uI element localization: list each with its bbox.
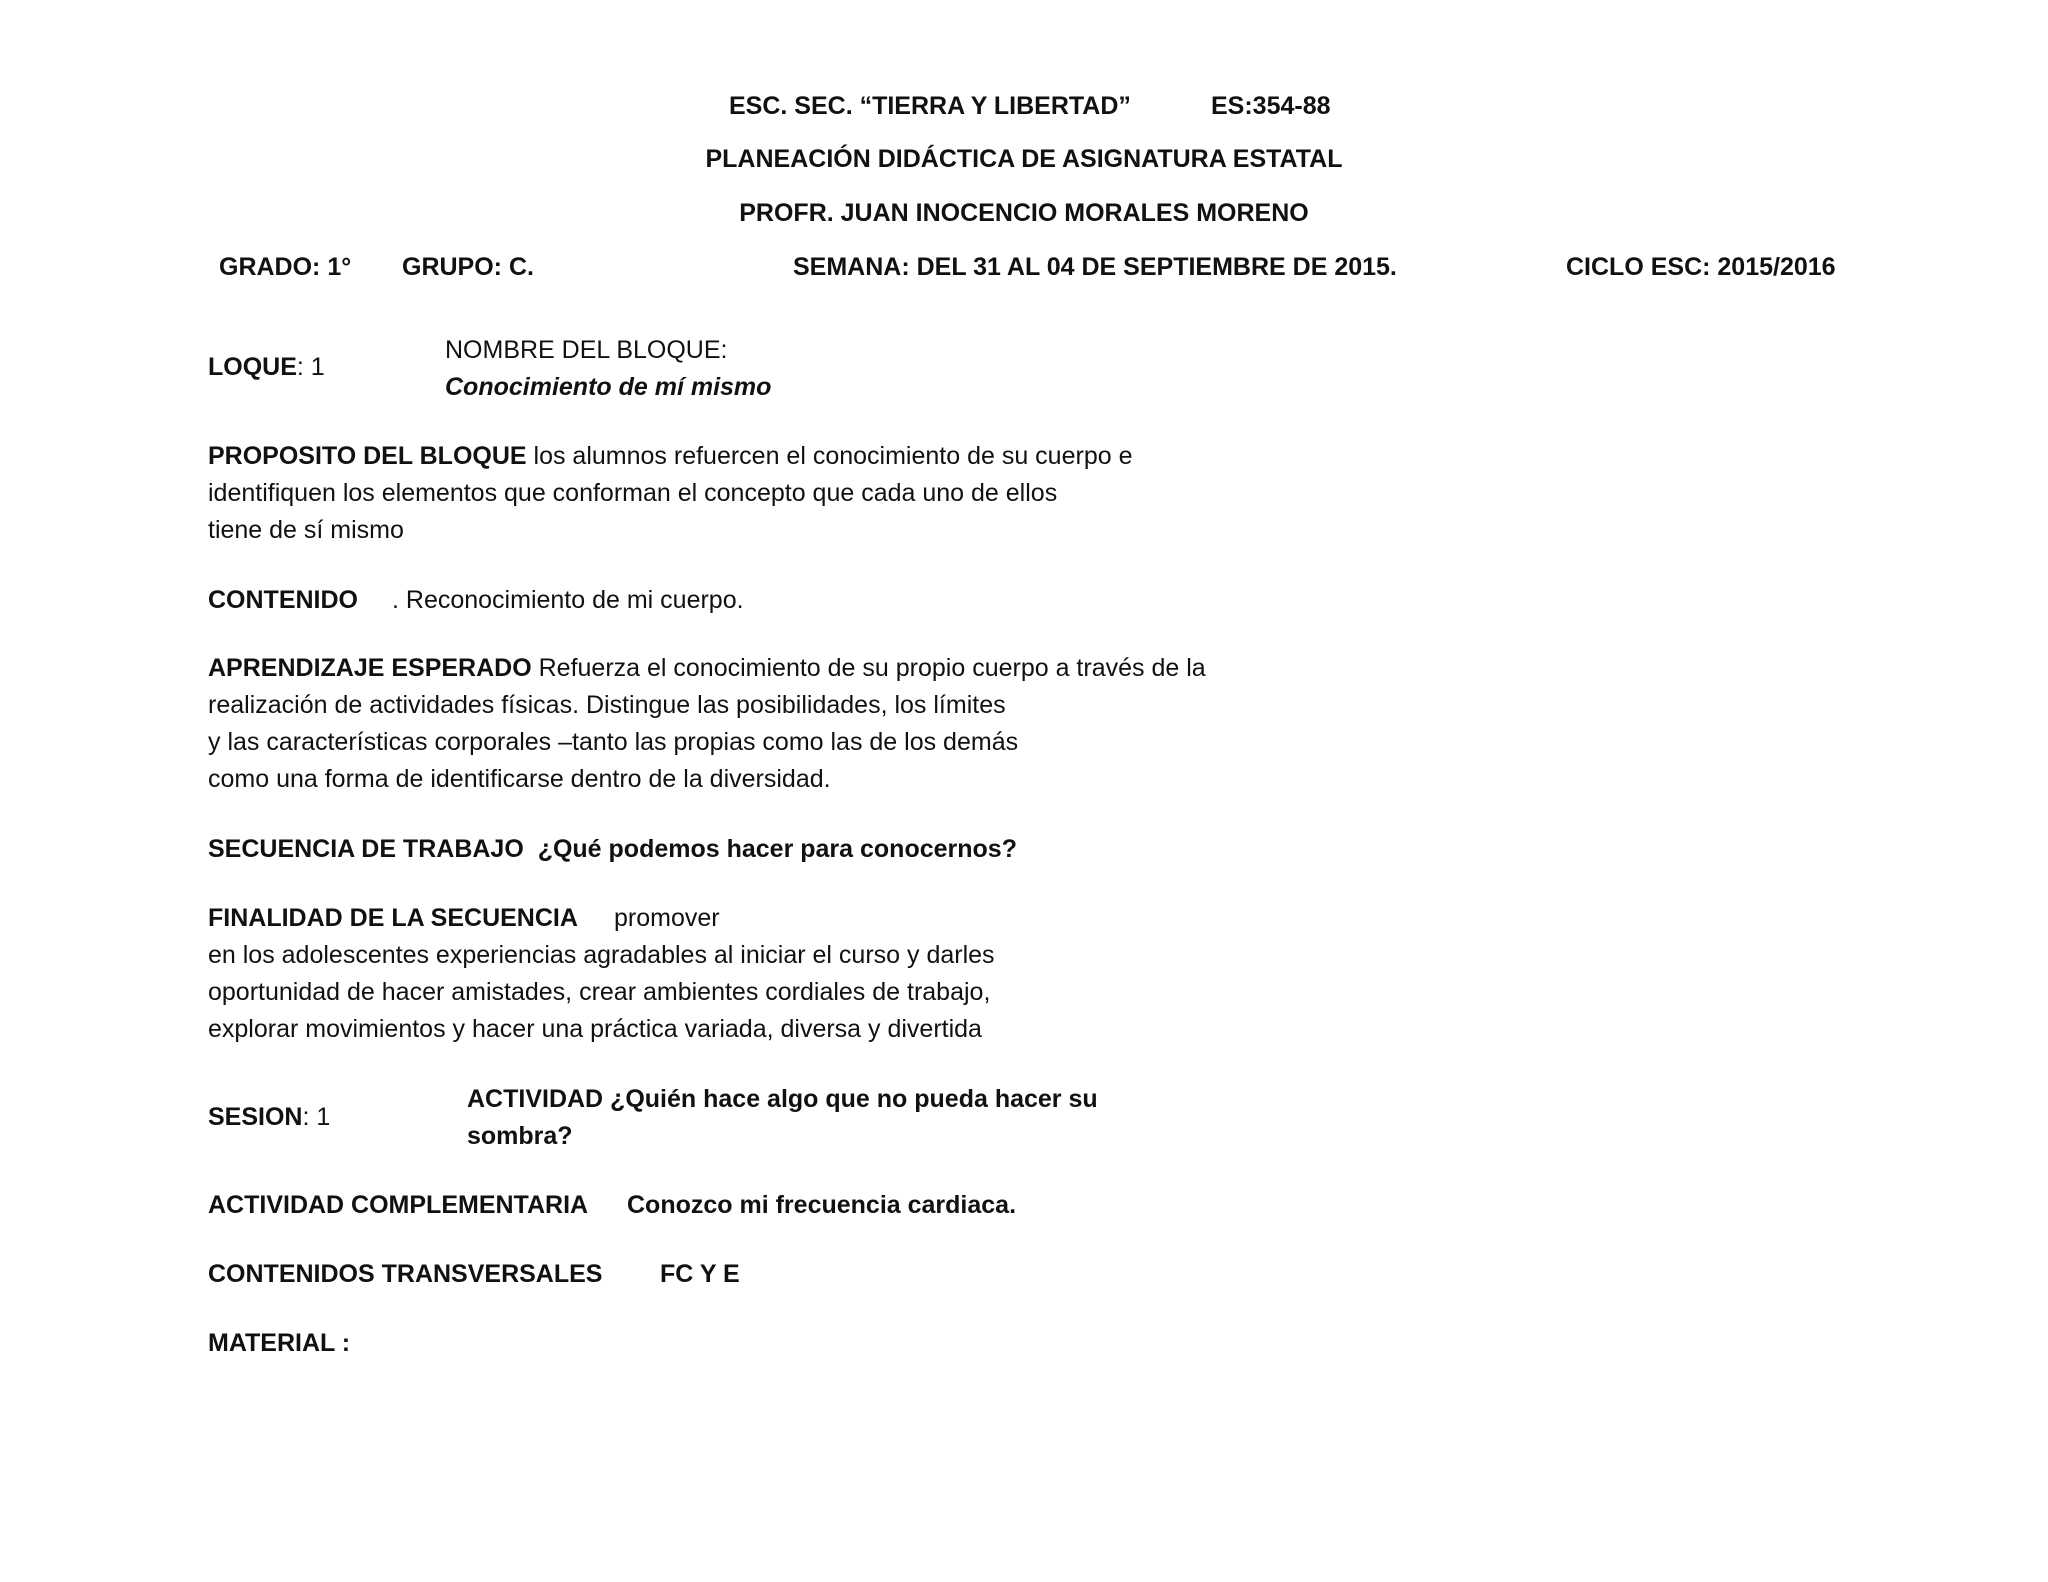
proposito-text-1: los alumnos refuercen el conocimiento de su cuerpo e xyxy=(526,442,1133,470)
finalidad-first: promover xyxy=(614,904,720,932)
proposito-line-3: tiene de sí mismo xyxy=(208,516,404,544)
contenido-label-text: CONTENIDO xyxy=(208,586,358,614)
teacher-name: PROFR. JUAN INOCENCIO MORALES MORENO xyxy=(739,199,1309,227)
secuencia-value: ¿Qué podemos hacer para conocernos? xyxy=(537,835,1017,863)
finalidad-line-2: en los adolescentes experiencias agradables al iniciar el curso y darles xyxy=(208,941,995,969)
proposito-label: PROPOSITO DEL BLOQUE xyxy=(208,442,527,470)
sesion-activity-line-2: sombra? xyxy=(467,1122,573,1150)
sesion-label: SESION xyxy=(208,1103,303,1131)
finalidad-line-1 xyxy=(208,903,578,933)
school-code: ES:354-88 xyxy=(1211,92,1331,120)
bloque-number: : 1 xyxy=(296,353,325,381)
aprendizaje-line-2: realización de actividades físicas. Distingue las posibilidades, los límites xyxy=(208,691,1006,719)
complementaria-label: ACTIVIDAD COMPLEMENTARIA xyxy=(208,1191,589,1219)
finalidad-line-3: oportunidad de hacer amistades, crear ambientes cordiales de trabajo, xyxy=(208,978,991,1006)
bloque-name: Conocimiento de mí mismo xyxy=(445,373,772,401)
transversales-label: CONTENIDOS TRANSVERSALES xyxy=(208,1260,603,1288)
sesion-activity-line-1 xyxy=(467,1084,1098,1114)
finalidad-line-4: explorar movimientos y hacer una práctica variada, diversa y divertida xyxy=(208,1015,982,1043)
contenido-label xyxy=(208,585,358,615)
aprendizaje-line-1 xyxy=(208,653,1206,683)
proposito-line-2: identifiquen los elementos que conforman el concepto que cada uno de ellos xyxy=(208,479,1058,507)
grado: GRADO: 1° xyxy=(219,253,352,281)
activity-text-1: ¿Quién hace algo que no pueda hacer su xyxy=(603,1085,1098,1113)
contenido-value: . Reconocimiento de mi cuerpo. xyxy=(392,586,744,614)
bloque-label: LOQUE xyxy=(208,353,297,381)
ciclo-escolar: CICLO ESC: 2015/2016 xyxy=(1566,253,1836,281)
finalidad-label: FINALIDAD DE LA SECUENCIA xyxy=(208,904,578,932)
school-name: ESC. SEC. “TIERRA Y LIBERTAD” xyxy=(729,92,1131,120)
material-label: MATERIAL : xyxy=(208,1329,351,1357)
aprendizaje-line-4: como una forma de identificarse dentro de la diversidad. xyxy=(208,765,831,793)
plan-title: PLANEACIÓN DIDÁCTICA DE ASIGNATURA ESTATAL xyxy=(705,145,1343,173)
grupo: GRUPO: C. xyxy=(402,253,534,281)
sesion-row xyxy=(208,1102,330,1132)
secuencia-label: SECUENCIA DE TRABAJO xyxy=(208,835,524,863)
semana: SEMANA: DEL 31 AL 04 DE SEPTIEMBRE DE 2015. xyxy=(793,253,1397,281)
bloque-name-label: NOMBRE DEL BLOQUE: xyxy=(445,336,728,364)
activity-label: ACTIVIDAD xyxy=(467,1085,604,1113)
secuencia-row xyxy=(208,834,1017,864)
bloque-row xyxy=(208,352,325,382)
sesion-number: : 1 xyxy=(302,1103,331,1131)
aprendizaje-line-3: y las características corporales –tanto las propias como las de los demás xyxy=(208,728,1019,756)
aprendizaje-text-1: Refuerza el conocimiento de su propio cuerpo a través de la xyxy=(531,654,1206,682)
aprendizaje-label: APRENDIZAJE ESPERADO xyxy=(208,654,532,682)
complementaria-value: Conozco mi frecuencia cardiaca. xyxy=(627,1191,1017,1219)
proposito-line-1 xyxy=(208,441,1132,471)
transversales-value: FC Y E xyxy=(660,1260,740,1288)
